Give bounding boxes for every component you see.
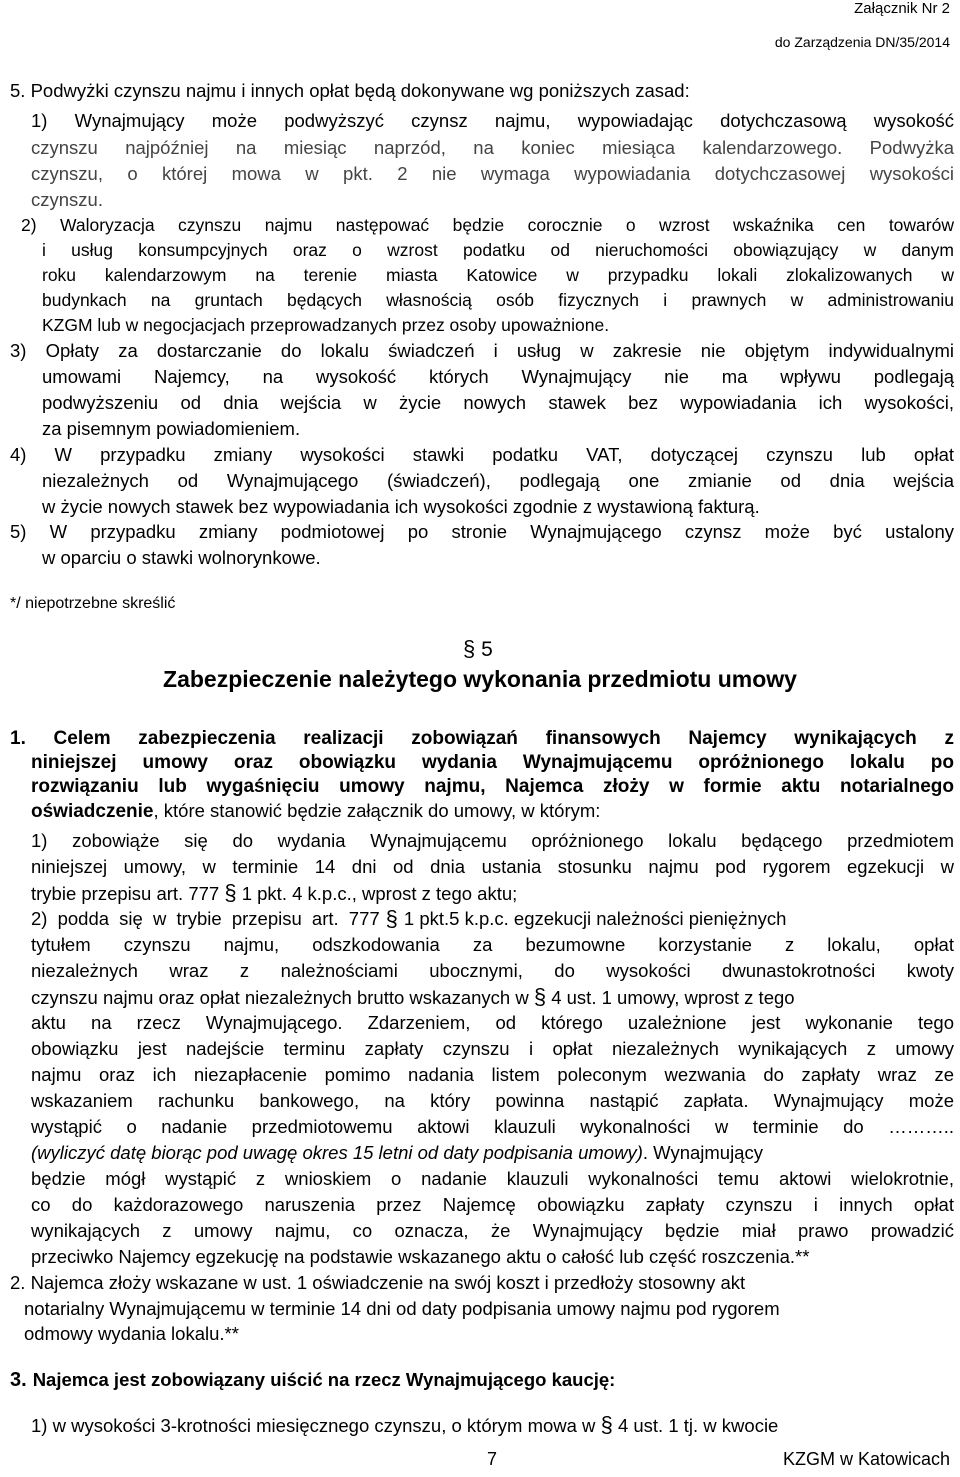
item-1-text-a: trybie przepisu art. 777 <box>31 883 225 904</box>
rule-2-line: budynkach na gruntach będących własnością osób fizycznych i prawnych w administrowaniu <box>42 290 954 310</box>
rule-1-line: czynszu, o której mowa w pkt. 2 nie wymaga wypowiadania dotychczasowej wysokości <box>31 163 954 184</box>
item-2-line <box>31 1141 763 1165</box>
item-2-line <box>31 907 954 931</box>
rule-2-line: KZGM lub w negocjacjach przeprowadzanych przez osoby upoważnione. <box>42 315 610 335</box>
rules-intro: 5. Podwyżki czynszu najmu i innych opłat będą dokonywane wg poniższych zasad: <box>10 80 690 101</box>
item-2-text-d: 4 ust. 1 umowy, wprost z tego <box>546 987 795 1008</box>
item-1-text-b: 1 pkt. 4 k.p.c., wprost z tego aktu; <box>236 883 518 904</box>
declaration-term: oświadczenie <box>31 801 154 822</box>
security-3-text: Najemca jest zobowiązany uiścić na rzecz Wynajmującego kaucję: <box>32 1369 616 1390</box>
item-2-line: wskazaniem rachunku bankowego, na który powinna nastąpić zapłata. Wynajmujący może <box>31 1090 954 1111</box>
strike-note: */ niepotrzebne skreślić <box>10 595 176 612</box>
item-2-line: co do każdorazowego naruszenia przez Najemcę obowiązku zapłaty czynszu i innych opłat <box>31 1194 954 1215</box>
item-2-line: najmu oraz ich niezapłacenie pomimo nadania listem poleconym wezwania do zapłaty wraz ze <box>31 1064 954 1085</box>
section-symbol: § <box>224 880 237 905</box>
regulation-label: do Zarządzenia DN/35/2014 <box>774 34 950 50</box>
security-2-line: odmowy wydania lokalu.** <box>24 1323 239 1344</box>
rule-4-line: niezależnych od Wynajmującego (świadczeń), podlegają one zmianie od dnia wejścia <box>42 470 954 491</box>
footer-organization: KZGM w Katowicach <box>782 1449 950 1469</box>
item-1-line <box>31 881 517 906</box>
item-2-line: wystąpić o nadanie przedmiotowemu aktowi klauzuli wykonalności w terminie do ……….. <box>31 1116 954 1137</box>
item-2-line: tytułem czynszu najmu, odszkodowania za bezumowne korzystanie z lokalu, opłat <box>31 934 954 955</box>
rule-3-line: 3) Opłaty za dostarczanie do lokalu świadczeń i usług w zakresie nie objętym indywidualnymi <box>10 340 954 361</box>
security-2-line: notarialny Wynajmującemu w terminie 14 dni od daty podpisania umowy najmu pod rygorem <box>24 1298 780 1319</box>
rule-1-line: czynszu najpóźniej na miesiąc naprzód, na koniec miesiąca kalendarzowego. Podwyżka <box>31 137 954 158</box>
security-1-line: rozwiązaniu lub wygaśnięciu umowy najmu, Najemca złoży w formie aktu notarialnego <box>31 776 954 797</box>
security-3-number: 3. <box>10 1369 27 1391</box>
rule-3-line: podwyższeniu od dnia wejścia w życie nowych stawek bez wypowiadania ich wysokości, <box>42 392 954 413</box>
security-3-heading <box>10 1368 615 1392</box>
rule-4-line: 4) W przypadku zmiany wysokości stawki podatku VAT, dotyczącej czynszu lub opłat <box>10 444 954 465</box>
security-1-line <box>31 799 600 824</box>
deposit-item-1 <box>31 1413 778 1438</box>
rule-1-line: 1) Wynajmujący może podwyższyć czynsz najmu, wypowiadając dotychczasową wysokość <box>31 110 954 131</box>
rule-2-line: i usług konsumpcyjnych oraz o wzrost podatku od nieruchomości obowiązujący w danym <box>42 240 954 260</box>
item-2-line <box>31 985 795 1010</box>
item-2-line: będzie mógł wystąpić z wnioskiem o nadanie klauzuli wykonalności temu aktowi wielokrotnie, <box>31 1168 954 1189</box>
rule-3-line: za pisemnym powiadomieniem. <box>42 418 301 439</box>
item-2-text-e: . Wynajmujący <box>642 1142 763 1163</box>
rule-1-line: czynszu. <box>31 189 103 210</box>
item-2-line: aktu na rzecz Wynajmującego. Zdarzeniem, od którego uzależnione jest wykonanie tego <box>31 1012 954 1033</box>
item-2-text-a: 2) podda się w trybie przepisu art. 777 <box>31 908 380 929</box>
item-2-text-b: 1 pkt.5 k.p.c. egzekucji należności pieniężnych <box>403 908 787 929</box>
rule-4-line: w życie nowych stawek bez wypowiadania ich wysokości zgodnie z wystawioną fakturą. <box>42 496 760 517</box>
declaration-rest: , które stanowić będzie załącznik do umowy, w którym: <box>153 800 601 821</box>
section-symbol: § <box>385 906 398 931</box>
date-hint: (wyliczyć datę biorąc pod uwagę okres 15 letni od daty podpisania umowy) <box>31 1142 643 1163</box>
section-number-value: 5 <box>481 638 493 661</box>
item-1-line: 1) zobowiąże się do wydania Wynajmującemu opróżnionego lokalu będącego przedmiotem <box>31 830 954 851</box>
section-number <box>463 637 493 662</box>
item-1-line: niniejszej umowy, w terminie 14 dni od dnia ustania stosunku najmu pod rygorem egzekucji w <box>31 856 954 877</box>
item-2-line: wynikających z umowy najmu, co oznacza, że Wynajmujący będzie miał prawo prowadzić <box>31 1220 954 1241</box>
page-number: 7 <box>487 1449 498 1469</box>
rule-2-line: roku kalendarzowym na terenie miasta Katowice w przypadku lokali zlokalizowanych w <box>42 265 954 285</box>
section-title: Zabezpieczenie należytego wykonania przedmiotu umowy <box>163 666 797 692</box>
security-2-line: 2. Najemca złoży wskazane w ust. 1 oświadczenie na swój koszt i przedłoży stosowny akt <box>10 1272 746 1293</box>
rule-2-line: 2) Waloryzacja czynszu najmu następować będzie corocznie o wzrost wskaźnika cen towarów <box>21 215 954 235</box>
security-1-line: 1. Celem zabezpieczenia realizacji zobowiązań finansowych Najemcy wynikających z <box>10 728 954 749</box>
section-symbol: § <box>533 984 547 1009</box>
rule-5-line: w oparciu o stawki wolnorynkowe. <box>42 547 321 568</box>
item-2-line: niezależnych wraz z należnościami ubocznymi, do wysokości dwunastokrotności kwoty <box>31 960 954 981</box>
item-2-line: przeciwko Najemcy egzekucję na podstawie wskazanego aktu o całość lub część roszczenia.** <box>31 1246 810 1267</box>
item-2-line: obowiązku jest nadejście terminu zapłaty czynszu i opłat niezależnych wynikających z umowy <box>31 1038 954 1059</box>
item-2-text-c: czynszu najmu oraz opłat niezależnych brutto wskazanych w <box>31 987 534 1008</box>
section-symbol: § <box>600 1412 613 1437</box>
deposit-text-a: 1) w wysokości 3-krotności miesięcznego czynszu, o którym mowa w <box>31 1415 601 1436</box>
section-symbol: § <box>463 636 476 661</box>
rule-3-line: umowami Najemcy, na wysokość których Wynajmujący nie ma wpływu podlegają <box>42 366 954 387</box>
security-1-line: niniejszej umowy oraz obowiązku wydania Wynajmującemu opróżnionego lokalu po <box>31 752 954 773</box>
rule-5-line: 5) W przypadku zmiany podmiotowej po stronie Wynajmującego czynsz może być ustalony <box>10 521 954 542</box>
attachment-label: Załącznik Nr 2 <box>854 0 950 17</box>
deposit-text-b: 4 ust. 1 tj. w kwocie <box>612 1415 779 1436</box>
